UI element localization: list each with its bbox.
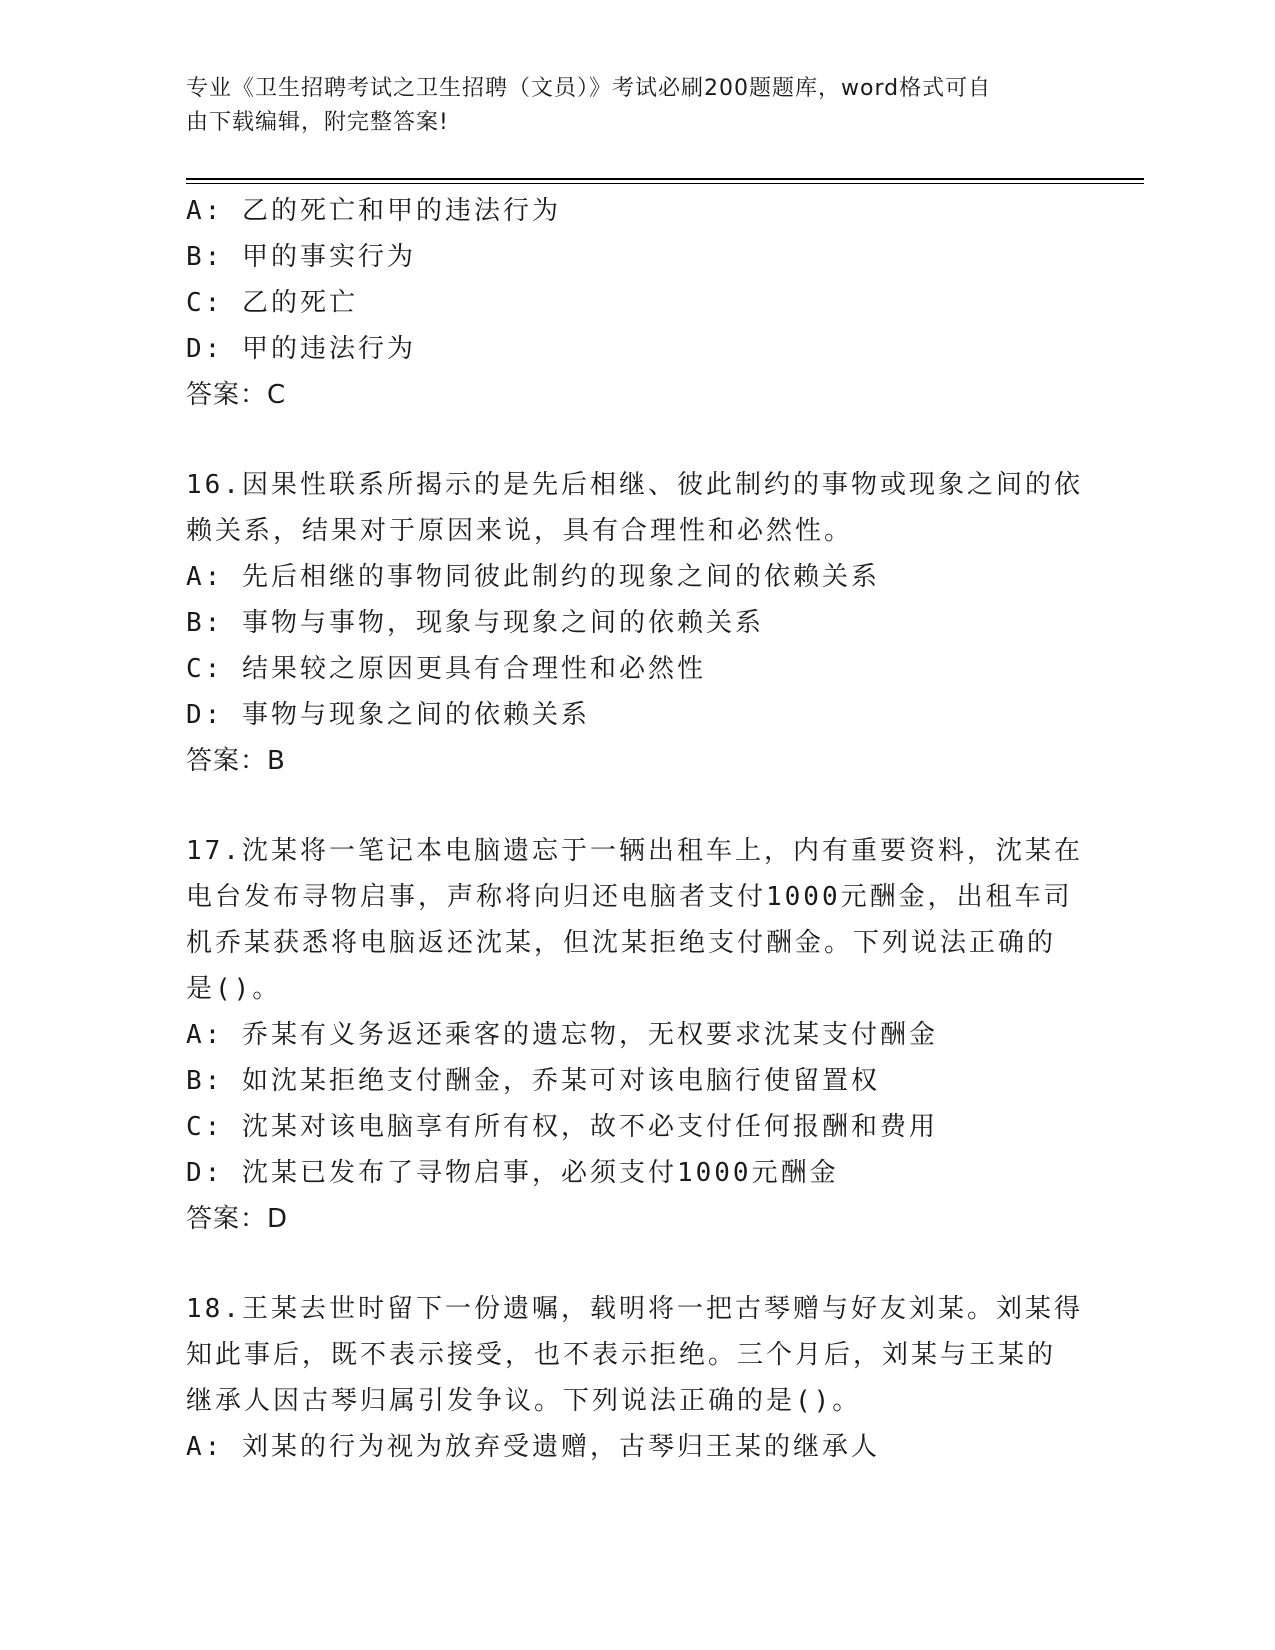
option-b: B: 事物与事物，现象与现象之间的依赖关系: [186, 608, 764, 638]
question-text-line: 赖关系，结果对于原因来说，具有合理性和必然性。: [186, 516, 854, 546]
block-spacer: [186, 784, 1066, 828]
option-b: B: 甲的事实行为: [186, 242, 416, 272]
header-line-1: 专业《卫生招聘考试之卫生招聘（文员）》考试必刷200题题库，word格式可自: [186, 76, 992, 101]
document-body: [186, 188, 1083, 1470]
option-a: A: 乔某有义务返还乘客的遗忘物，无权要求沈某支付酬金: [186, 1020, 938, 1050]
option-a: A: 先后相继的事物同彼此制约的现象之间的依赖关系: [186, 562, 880, 592]
option-d: D: 甲的违法行为: [186, 334, 416, 364]
question-block-15: [186, 188, 1066, 418]
option-c: C: 结果较之原因更具有合理性和必然性: [186, 654, 706, 684]
question-text-line: 继承人因古琴归属引发争议。下列说法正确的是()。: [186, 1386, 862, 1416]
question-block-18: [186, 1286, 1083, 1470]
block-spacer: [186, 418, 1066, 462]
document-header: [186, 72, 1076, 140]
option-b: B: 如沈某拒绝支付酬金，乔某可对该电脑行使留置权: [186, 1066, 880, 1096]
question-block-16: [186, 462, 1083, 784]
question-text-line: 16.因果性联系所揭示的是先后相继、彼此制约的事物或现象之间的依: [186, 470, 1083, 500]
option-c: C: 沈某对该电脑享有所有权，故不必支付任何报酬和费用: [186, 1112, 938, 1142]
question-text-line: 18.王某去世时留下一份遗嘱，载明将一把古琴赠与好友刘某。刘某得: [186, 1294, 1083, 1324]
answer-line: 答案：C: [186, 380, 287, 410]
question-text-line: 知此事后，既不表示接受，也不表示拒绝。三个月后，刘某与王某的: [186, 1340, 1057, 1370]
option-c: C: 乙的死亡: [186, 288, 358, 318]
header-divider-thick: [186, 178, 1144, 180]
answer-line: 答案：D: [186, 1204, 289, 1234]
question-text-line: 是()。: [186, 974, 282, 1004]
header-divider-thin: [186, 183, 1144, 184]
option-d: D: 事物与现象之间的依赖关系: [186, 700, 590, 730]
question-text-line: 机乔某获悉将电脑返还沈某，但沈某拒绝支付酬金。下列说法正确的: [186, 928, 1057, 958]
answer-line: 答案：B: [186, 746, 286, 776]
question-block-17: [186, 828, 1083, 1242]
question-text-line: 17.沈某将一笔记本电脑遗忘于一辆出租车上，内有重要资料，沈某在: [186, 836, 1083, 866]
question-text-line: 电台发布寻物启事，声称将向归还电脑者支付1000元酬金，出租车司: [186, 882, 1073, 912]
header-line-2: 由下载编辑，附完整答案!: [186, 110, 449, 135]
option-a: A: 刘某的行为视为放弃受遗赠，古琴归王某的继承人: [186, 1432, 880, 1462]
option-d: D: 沈某已发布了寻物启事，必须支付1000元酬金: [186, 1158, 839, 1188]
option-a: A: 乙的死亡和甲的违法行为: [186, 196, 561, 226]
block-spacer: [186, 1242, 1066, 1286]
